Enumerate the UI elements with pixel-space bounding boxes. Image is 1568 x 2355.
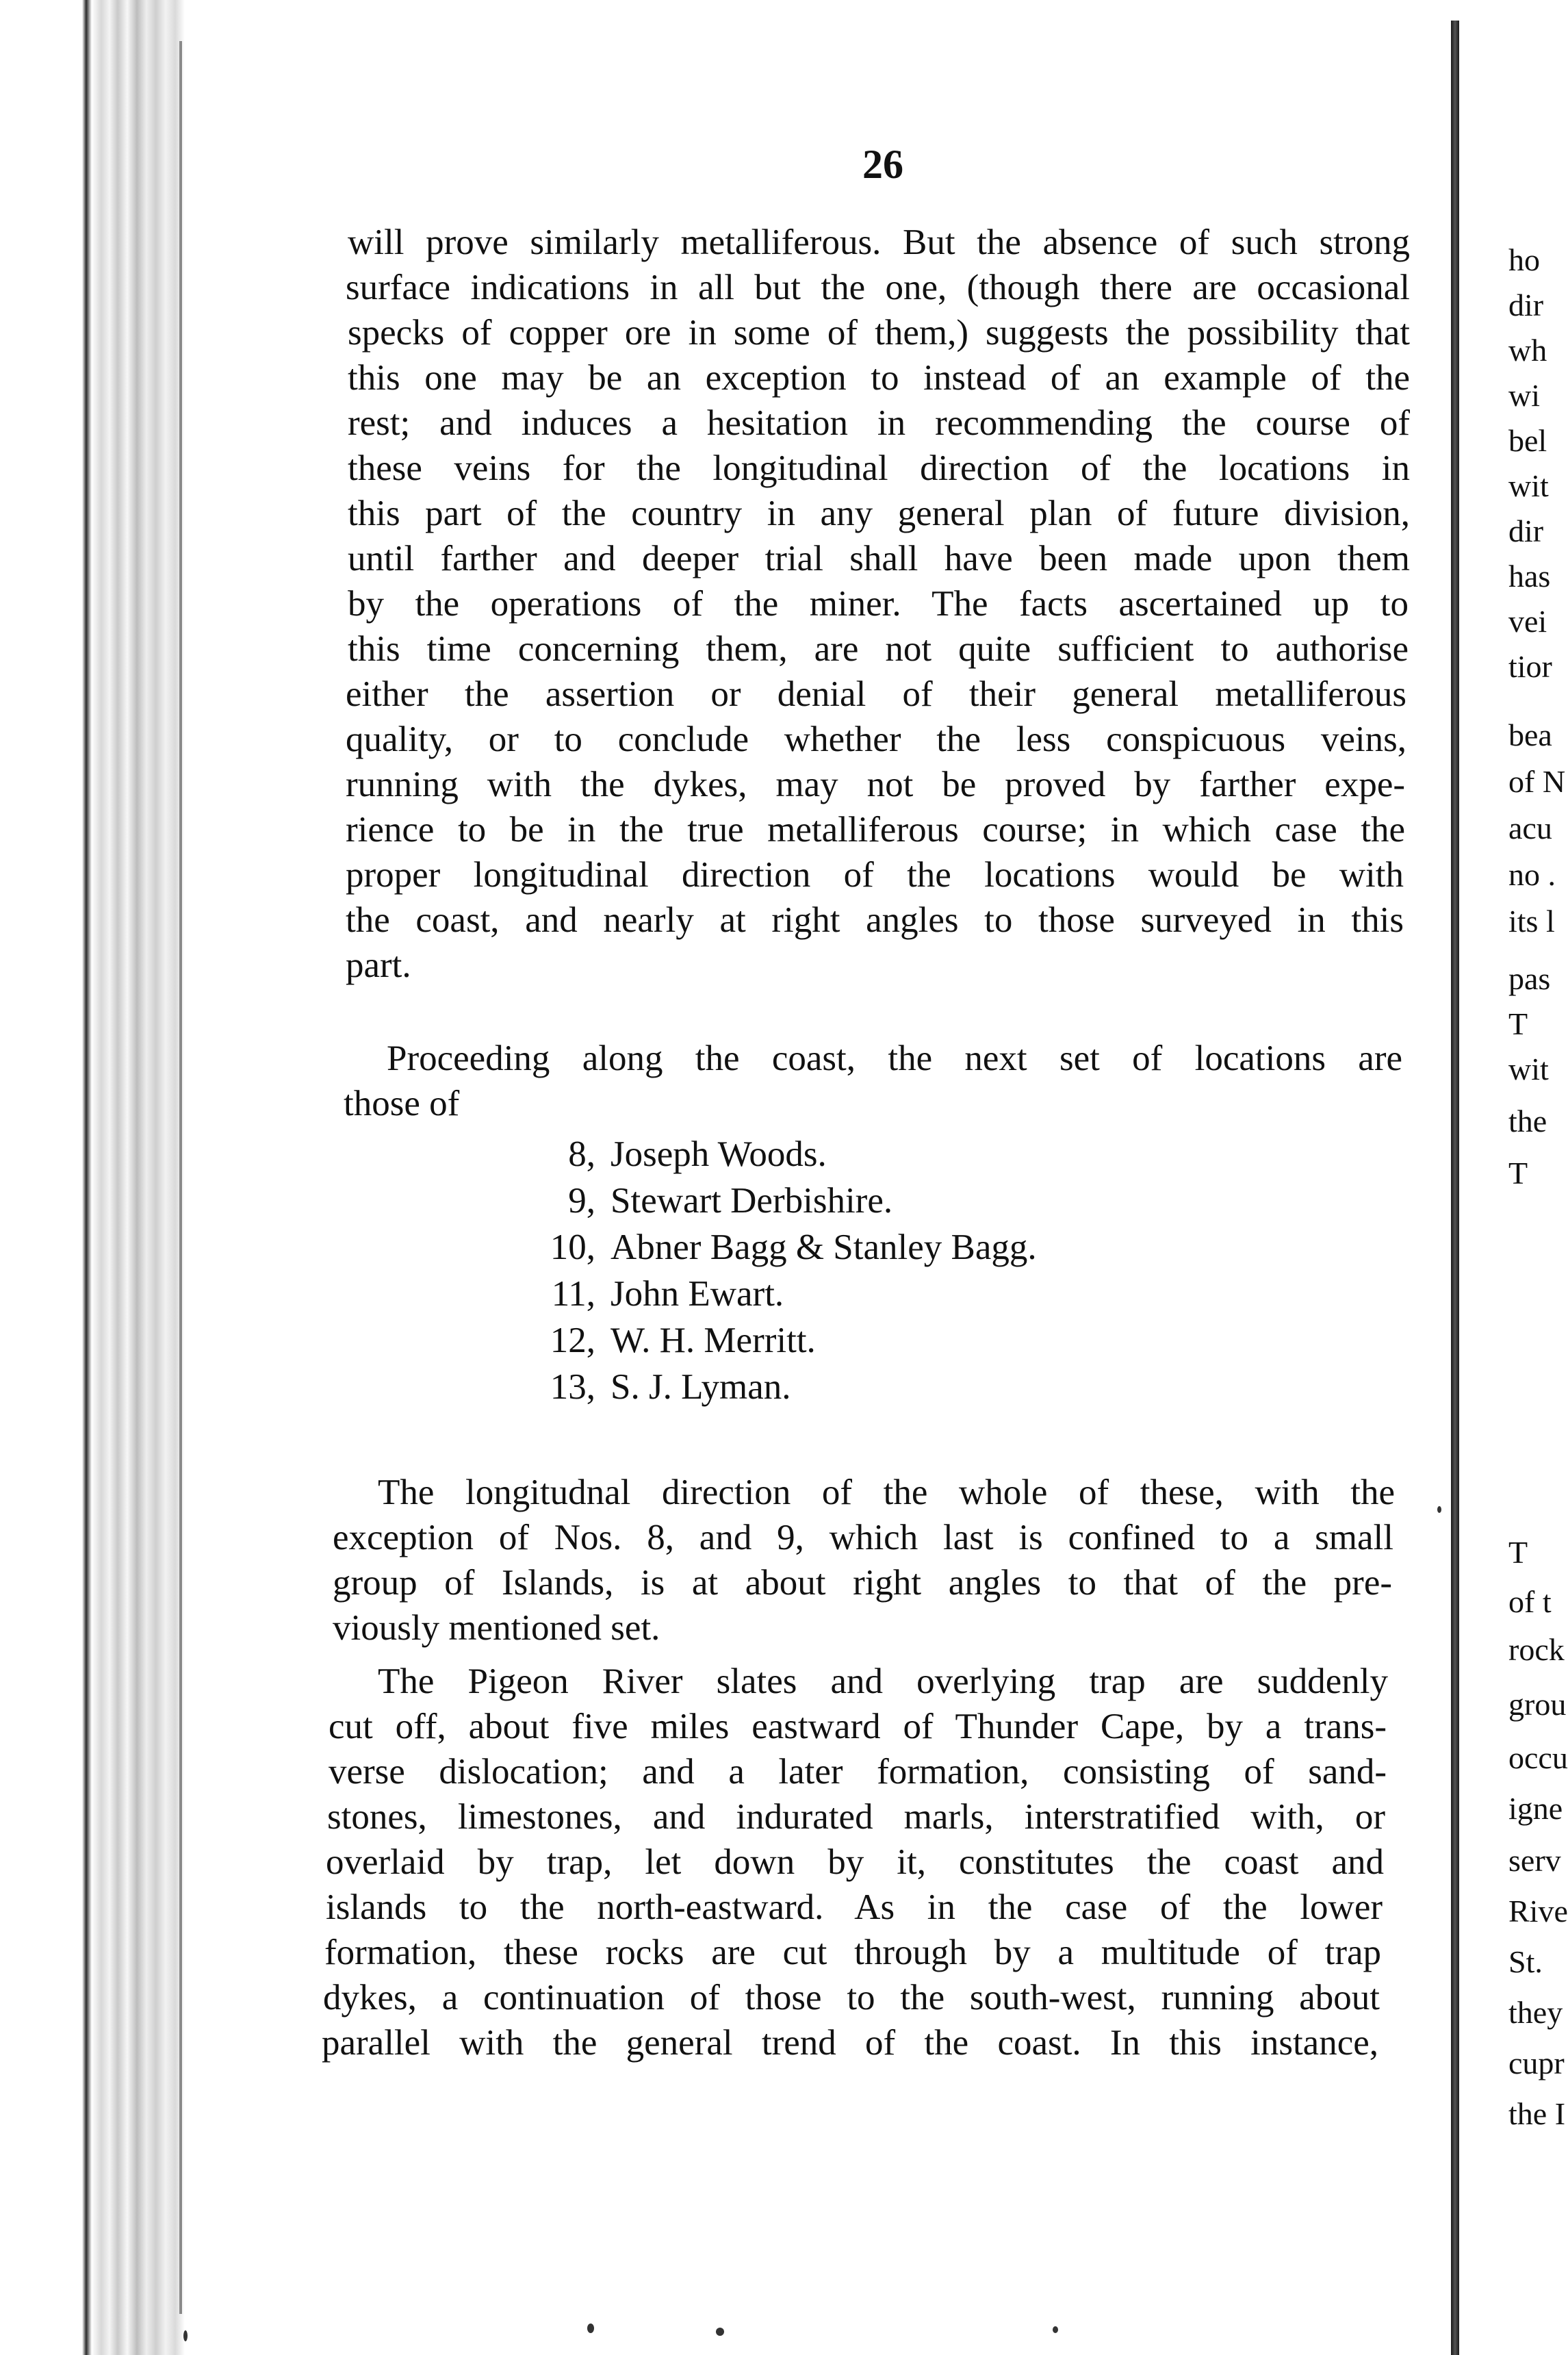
facing-page-fragment: vei — [1508, 604, 1547, 639]
location-number: 11, — [551, 1274, 595, 1314]
list-item — [520, 1365, 791, 1409]
text-line: the coast, and nearly at right angles to those surveyed in this — [346, 900, 1404, 940]
facing-page-fragment: igne — [1508, 1791, 1563, 1826]
list-item — [520, 1225, 1037, 1269]
text-line: this one may be an exception to instead of an example of the — [348, 358, 1410, 398]
facing-page-fragment: ho — [1508, 242, 1540, 277]
facing-page-fragment: its l — [1508, 904, 1555, 939]
facing-page-fragment: of N — [1508, 764, 1566, 799]
text-line: either the assertion or denial of their general metalliferous — [346, 674, 1406, 714]
text-line: overlaid by trap, let down by it, constitutes the coast and — [326, 1842, 1384, 1882]
page-gutter-line — [179, 41, 182, 2314]
facing-page-fragment: has — [1508, 559, 1551, 594]
location-name: S. J. Lyman. — [611, 1367, 791, 1407]
text-line: The Pigeon River slates and overlying trap are suddenly — [378, 1662, 1388, 1701]
scan-speck — [1437, 1506, 1441, 1513]
text-line: these veins for the longitudinal direction of the locations in — [348, 448, 1410, 488]
text-line: specks of copper ore in some of them,) suggests the possibility that — [348, 313, 1410, 353]
text-line: this time concerning them, are not quite sufficient to authorise — [348, 629, 1409, 669]
facing-page-fragment: serv — [1508, 1843, 1561, 1878]
location-number: 12, — [550, 1321, 595, 1360]
text-line: until farther and deeper trial shall have been made upon them — [348, 539, 1410, 578]
location-name: John Ewart. — [611, 1274, 784, 1314]
facing-page-fragment: wit — [1508, 1052, 1549, 1086]
facing-page-fragment: tior — [1508, 649, 1552, 684]
facing-page-fragment: the — [1508, 1104, 1547, 1138]
text-line: viously mentioned set. — [333, 1608, 660, 1648]
text-line: dykes, a continuation of those to the south-west, running about — [323, 1978, 1380, 2017]
facing-page-fragment: of t — [1508, 1584, 1552, 1619]
book-binding-edge — [82, 0, 185, 2355]
text-line: islands to the north-eastward. As in the case of the lower — [326, 1887, 1383, 1927]
text-line: The longitudnal direction of the whole of these, with the — [378, 1473, 1395, 1512]
page-number: 26 — [862, 142, 903, 187]
facing-page-fragment: wi — [1508, 378, 1540, 413]
scan-speck — [183, 2330, 188, 2341]
text-line: those of — [344, 1084, 460, 1123]
text-line: rest; and induces a hesitation in recommending the course of — [348, 403, 1410, 443]
location-name: W. H. Merritt. — [611, 1321, 816, 1360]
facing-page-fragment: dir — [1508, 288, 1544, 322]
facing-page-fragment: T — [1508, 1535, 1528, 1570]
facing-page-fragment: bea — [1508, 717, 1552, 752]
text-line: rience to be in the true metalliferous course; in which case the — [346, 810, 1405, 850]
facing-page-fragment: wit — [1508, 468, 1549, 503]
text-line: by the operations of the miner. The facts ascertained up to — [348, 584, 1409, 624]
facing-page-fragment: Rive — [1508, 1894, 1568, 1928]
location-number: 13, — [550, 1367, 595, 1407]
text-line: surface indications in all but the one, (though there are occasional — [346, 268, 1410, 307]
text-line: exception of Nos. 8, and 9, which last is confined to a small — [333, 1518, 1393, 1557]
facing-page-fragment: occu — [1508, 1740, 1568, 1775]
scan-speck — [716, 2328, 724, 2336]
location-name: Abner Bagg & Stanley Bagg. — [611, 1227, 1037, 1267]
text-line: quality, or to conclude whether the less conspicuous veins, — [346, 720, 1406, 759]
facing-page-fragment: cupr — [1508, 2046, 1565, 2080]
scan-speck — [1053, 2326, 1058, 2333]
text-line: group of Islands, is at about right angles to that of the pre- — [333, 1563, 1392, 1603]
text-line: parallel with the general trend of the coast. In this instance, — [322, 2023, 1378, 2063]
text-line: this part of the country in any general plan of future division, — [348, 494, 1410, 533]
text-line: cut off, about five miles eastward of Thunder Cape, by a trans- — [329, 1707, 1387, 1746]
text-line: formation, these rocks are cut through by a multitude of trap — [324, 1933, 1381, 1972]
facing-page-fragment: they — [1508, 1995, 1563, 2030]
facing-page-fragment: the I — [1508, 2096, 1566, 2131]
facing-page-fragment: grou — [1508, 1687, 1567, 1722]
facing-page-edge — [1451, 21, 1459, 2355]
facing-page-fragment: T — [1508, 1006, 1528, 1041]
facing-page-fragment: rock — [1508, 1632, 1565, 1667]
facing-page-fragment: wh — [1508, 333, 1547, 368]
facing-page-fragment: dir — [1508, 513, 1544, 548]
list-item — [520, 1319, 816, 1362]
text-line: verse dislocation; and a later formation, consisting of sand- — [329, 1752, 1387, 1792]
list-item — [520, 1132, 827, 1176]
text-line: will prove similarly metalliferous. But the absence of such strong — [348, 222, 1410, 262]
facing-page-fragment: acu — [1508, 811, 1552, 845]
list-item — [520, 1179, 892, 1223]
text-line: part. — [346, 945, 411, 985]
facing-page-fragment: pas — [1508, 961, 1551, 996]
location-number: 10, — [550, 1227, 595, 1267]
facing-page-fragment: T — [1508, 1156, 1528, 1191]
facing-page-fragment: St. — [1508, 1944, 1543, 1979]
text-line: running with the dykes, may not be proved by farther expe- — [346, 765, 1405, 804]
location-name: Stewart Derbishire. — [611, 1181, 893, 1221]
facing-page — [1459, 0, 1568, 2355]
scan-speck — [587, 2324, 594, 2333]
text-line: proper longitudinal direction of the locations would be with — [346, 855, 1404, 895]
location-number: 9, — [568, 1181, 595, 1221]
facing-page-fragment: no . — [1508, 857, 1556, 892]
list-item — [520, 1272, 784, 1316]
text-line: stones, limestones, and indurated marls, interstratified with, or — [327, 1797, 1385, 1837]
location-number: 8, — [568, 1134, 595, 1174]
facing-page-fragment: bel — [1508, 423, 1547, 458]
location-name: Joseph Woods. — [611, 1134, 827, 1174]
text-line: Proceeding along the coast, the next set of locations are — [387, 1039, 1402, 1078]
